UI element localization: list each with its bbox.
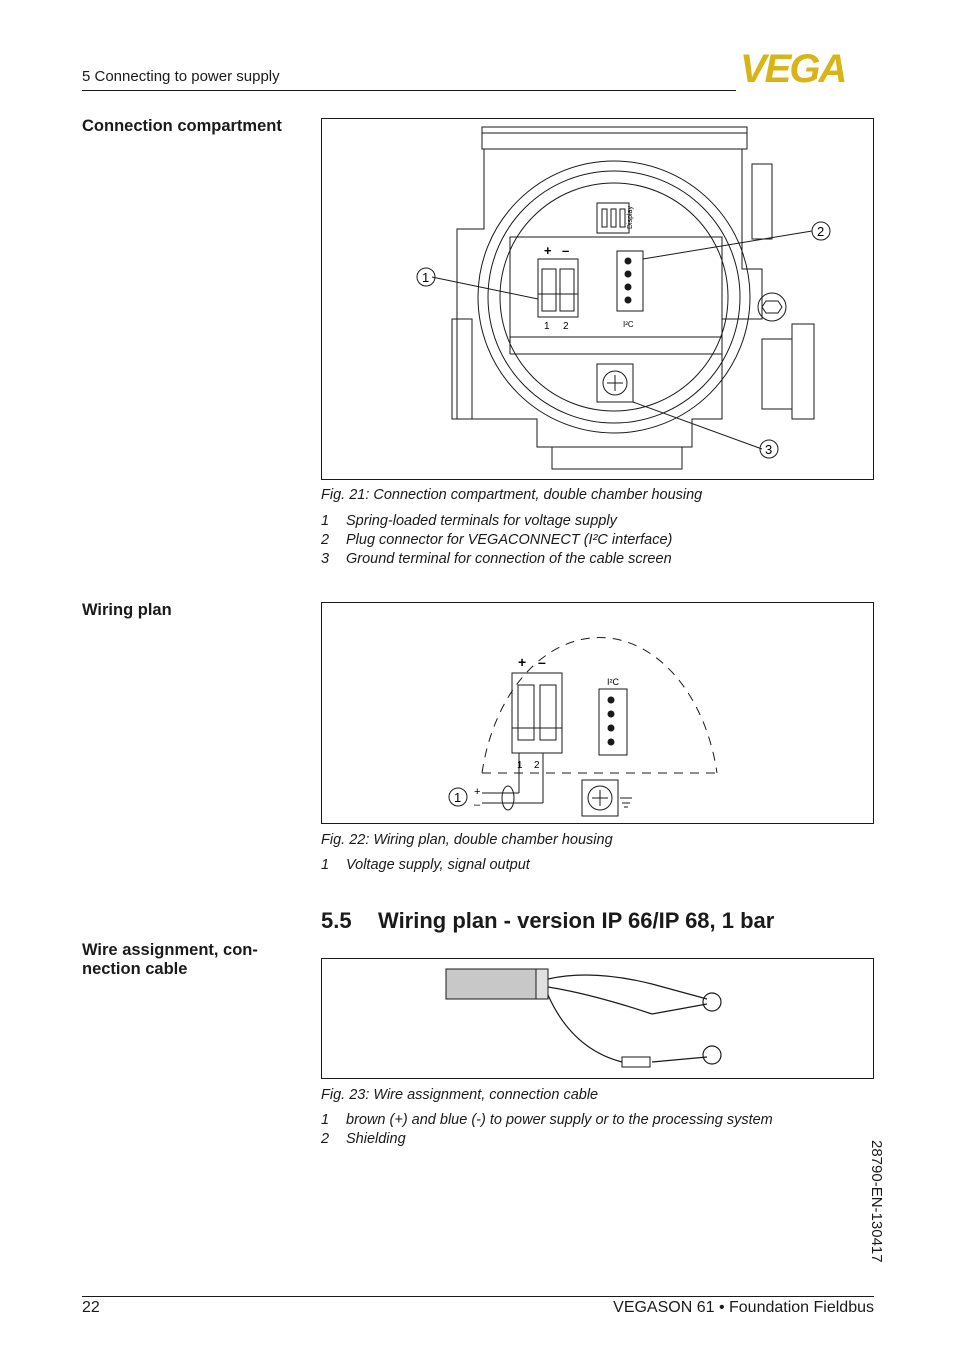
legend-text: Plug connector for VEGACONNECT (I²C interface): [346, 532, 673, 548]
fig22-plus: +: [518, 654, 527, 670]
legend-num: 2: [321, 1131, 330, 1147]
fig23-caption: Fig. 23: Wire assignment, connection cable: [321, 1087, 599, 1103]
legend-item: [321, 513, 672, 532]
fig21-i2c: I²C: [623, 320, 634, 329]
fig21-callout-2: 2: [817, 224, 825, 239]
document-id: 28790-EN-130417: [868, 1140, 885, 1263]
legend-item: [321, 532, 672, 551]
fig23-drawing: [322, 959, 873, 1078]
legend-text: Shielding: [346, 1131, 406, 1147]
wire-assignment-heading-line1: Wire assignment, con-: [82, 941, 258, 959]
fig22-supply-plus: +: [474, 786, 481, 798]
wiring-plan-heading: Wiring plan: [82, 601, 172, 619]
legend-num: 1: [321, 1112, 330, 1128]
legend-num: 1: [321, 857, 330, 873]
footer-divider: [82, 1296, 874, 1297]
section-number: 5.5: [321, 908, 352, 933]
fig21-caption: Fig. 21: Connection compartment, double chamber housing: [321, 487, 703, 503]
legend-num: 2: [321, 532, 330, 548]
fig23-legend: [321, 1112, 773, 1150]
legend-item: [321, 1131, 773, 1150]
fig22-term1: 1: [517, 760, 523, 771]
fig22-term2: 2: [534, 760, 540, 771]
page-number: 22: [82, 1299, 100, 1316]
legend-item: [321, 1112, 773, 1131]
connection-compartment-heading: Connection compartment: [82, 117, 282, 135]
fig21-term1: 1: [544, 321, 550, 332]
legend-item: [321, 857, 530, 876]
header-divider: [82, 90, 736, 91]
fig21-minus: –: [562, 243, 570, 258]
fig22-i2c: I²C: [607, 677, 619, 687]
running-header: 5 Connecting to power supply: [82, 68, 280, 85]
fig21-term2: 2: [563, 321, 569, 332]
fig21-display-label: Display: [627, 206, 634, 229]
legend-num: 3: [321, 551, 330, 567]
section-title: Wiring plan - version IP 66/IP 68, 1 bar: [378, 908, 775, 933]
fig21-callout-3: 3: [765, 442, 773, 457]
fig22-drawing: [322, 603, 873, 823]
fig23-wire-assignment: [321, 958, 874, 1079]
section-heading: [321, 908, 774, 934]
fig22-minus: –: [538, 654, 546, 670]
legend-num: 1: [321, 513, 330, 529]
fig21-legend: [321, 513, 672, 570]
legend-text: brown (+) and blue (-) to power supply or to the processing system: [346, 1112, 773, 1128]
legend-text: Ground terminal for connection of the cable screen: [346, 551, 672, 567]
fig22-wiring-plan: [321, 602, 874, 824]
vega-logo: [740, 50, 874, 86]
legend-text: Spring-loaded terminals for voltage supply: [346, 513, 617, 529]
fig22-legend: [321, 857, 530, 876]
wire-assignment-heading: [82, 941, 302, 979]
wire-assignment-heading-line2: nection cable: [82, 960, 188, 978]
fig22-callout-1: 1: [454, 790, 462, 805]
fig21-plus: +: [544, 243, 552, 258]
fig22-supply-minus: –: [474, 799, 481, 811]
legend-item: [321, 551, 672, 570]
footer-document-title: VEGASON 61 • Foundation Fieldbus: [613, 1299, 874, 1316]
svg-text:VEGA: VEGA: [740, 50, 846, 86]
fig22-caption: Fig. 22: Wiring plan, double chamber housing: [321, 832, 613, 848]
fig21-callout-1: 1: [422, 270, 430, 285]
legend-text: Voltage supply, signal output: [346, 857, 530, 873]
fig21-drawing: [322, 119, 873, 479]
fig21-connection-compartment: [321, 118, 874, 480]
